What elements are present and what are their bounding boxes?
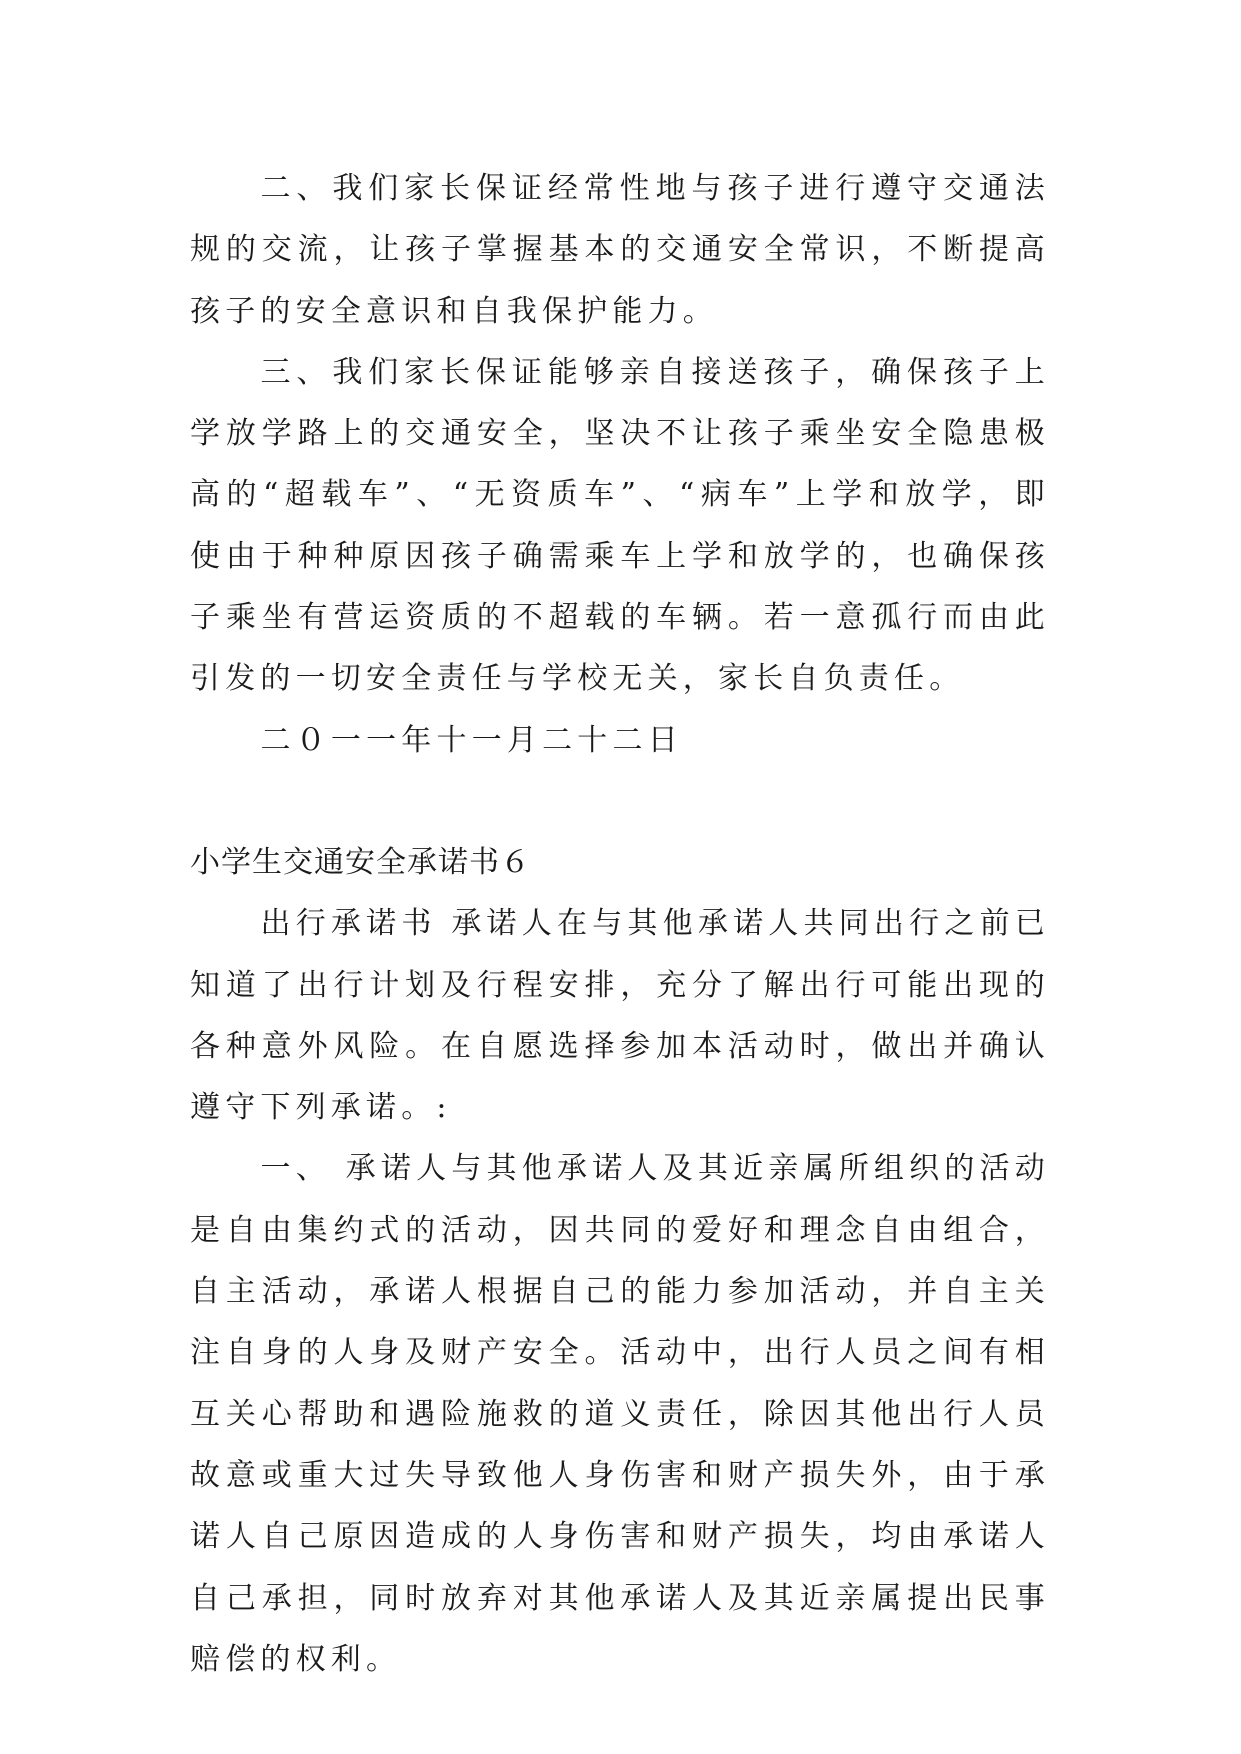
paragraph-travel-pledge-intro: 出行承诺书 承诺人在与其他承诺人共同出行之前已知道了出行计划及行程安排，充分了解出行可能出现的各种意外风险。在自愿选择参加本活动时，做出并确认遵守下列承诺。:: [190, 906, 1050, 1126]
section-title: 小学生交通安全承诺书６: [190, 844, 531, 880]
paragraph-travel-pledge-clause-1: 一、 承诺人与其他承诺人及其近亲属所组织的活动是自由集约式的活动，因共同的爱好和理念自由组合，自主活动，承诺人根据自己的能力参加活动，并自主关注自身的人身及财产安全。活动中，出行人员之间有相互关心帮助和遇险施救的道义责任，除因其他出行人员故意或重大过失导致他人身伤害和财产损失外，由于承诺人自己原因造成的人身伤害和财产损失，均由承诺人自己承担，同时放弃对其他承诺人及其近亲属提出民事赔偿的权利。: [190, 1151, 1050, 1677]
paragraph-parent-pickup: 三、我们家长保证能够亲自接送孩子，确保孩子上学放学路上的交通安全，坚决不让孩子乘坐安全隐患极高的“超载车”、“无资质车”、“病车”上学和放学，即使由于种种原因孩子确需乘车上学和放学的，也确保孩子乘坐有营运资质的不超载的车辆。若一意孤行而由此引发的一切安全责任与学校无关，家长自负责任。: [190, 354, 1050, 697]
document-body: [190, 158, 1050, 1690]
section-spacer: [190, 771, 1050, 832]
document-date: 二０一一年十一月二十二日: [260, 722, 683, 758]
paragraph-parent-communication: 二、我们家长保证经常性地与孩子进行遵守交通法规的交流，让孩子掌握基本的交通安全常识，不断提高孩子的安全意识和自我保护能力。: [190, 171, 1050, 329]
